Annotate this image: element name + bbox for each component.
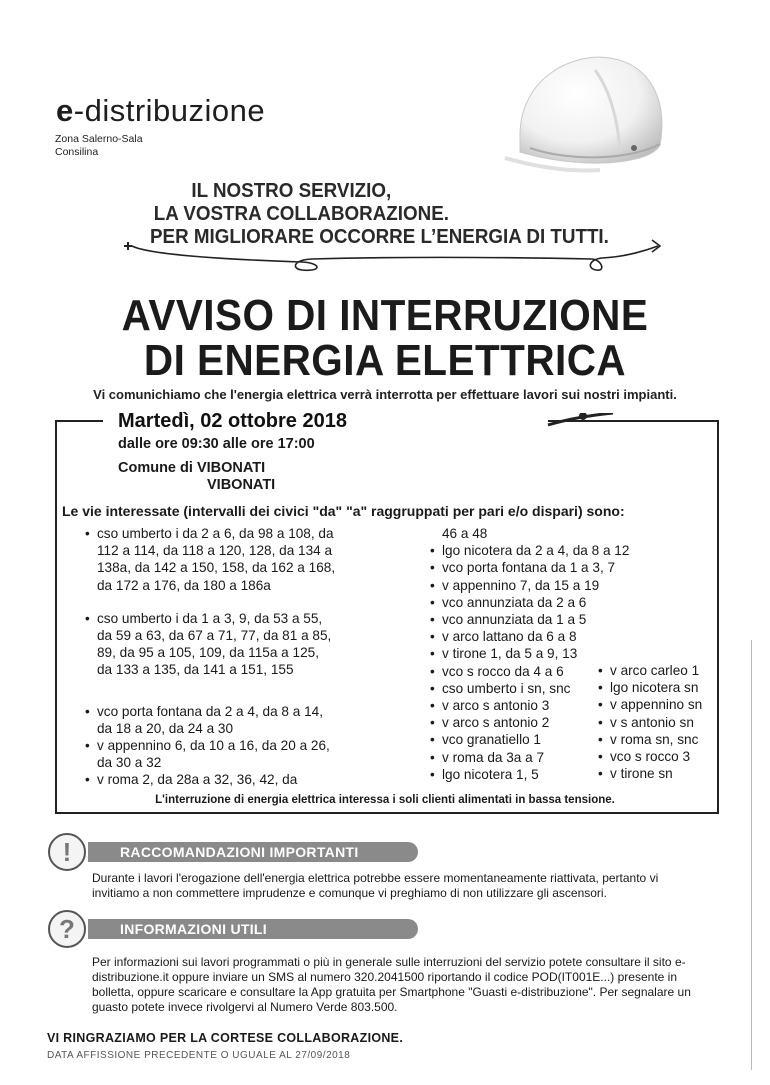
street-line: v appennino 7, da 15 a 19: [442, 577, 600, 593]
street-line: lgo nicotera 1, 5: [442, 766, 539, 782]
street-entry: [598, 731, 718, 748]
bullet: •: [430, 715, 435, 731]
street-line: lgo nicotera da 2 a 4, da 8 a 12: [442, 543, 630, 559]
comune-name-2: VIBONATI: [207, 477, 276, 493]
bullet: •: [598, 680, 603, 696]
bullet: •: [598, 663, 603, 678]
bullet: •: [85, 738, 90, 754]
street-line: v arco carleo 1: [610, 663, 700, 678]
bullet: •: [430, 560, 435, 576]
street-line: v appennino sn: [610, 697, 703, 713]
posting-date: DATA AFFISSIONE PRECEDENTE O UGUALE AL 27/09/2018: [47, 1050, 351, 1061]
street-entry: [430, 594, 630, 611]
street-entry: [430, 628, 630, 645]
street-line: da 30 a 32: [97, 755, 162, 771]
title-line-2: DI ENERGIA ELETTRICA: [143, 336, 627, 385]
info-text: Per informazioni sui lavori programmati o più in generale sulle interruzioni del servizio potete consultare il sito e-distribuzione.it oppure inviare un SMS al numero 320.2041500 riportando il codice POD(IT001E...) presente in bolletta, oppure scaricare e consultare la App gratuita per Smartphone "Guasti e-distribuzione". Per segnalare un guasto potete invece rivolgervi al Numero Verde 803.500.: [92, 955, 691, 1014]
bullet: •: [430, 680, 435, 696]
zone-line-2: Consilina: [55, 146, 99, 158]
street-entry: [598, 714, 718, 731]
bullet: •: [430, 732, 435, 748]
street-line: 89, da 95 a 105, 109, da 115a a 125,: [97, 645, 319, 661]
bullet: •: [598, 714, 603, 730]
exclamation-icon: !: [48, 833, 86, 871]
street-line: 112 a 114, da 118 a 120, 128, da 134 a: [97, 543, 333, 559]
street-line: v tirone sn: [610, 766, 673, 782]
logo-e-mark: e: [56, 93, 74, 128]
street-entry: [430, 559, 630, 576]
street-line: 46 a 48: [442, 526, 488, 541]
street-line: v arco s antonio 2: [442, 715, 550, 731]
street-entry: [85, 737, 385, 771]
scan-edge-line: [751, 640, 752, 1070]
bullet: •: [430, 594, 435, 610]
bullet: •: [598, 731, 603, 747]
street-entry: [430, 577, 630, 594]
streets-column-3: [598, 662, 718, 782]
safety-helmet-illustration: [500, 40, 680, 180]
bullet: •: [430, 646, 435, 662]
street-line: 138a, da 142 a 150, 158, da 162 a 168,: [97, 560, 336, 576]
low-voltage-note: L'interruzione di energia elettrica interessa i soli clienti alimentati in bassa tensione.: [155, 794, 615, 806]
street-entry: [598, 696, 718, 713]
bullet: •: [430, 766, 435, 782]
bullet: •: [430, 612, 435, 628]
company-logo: [56, 93, 265, 129]
street-line: v roma sn, snc: [610, 731, 699, 747]
bullet: •: [85, 772, 90, 788]
bullet: •: [430, 543, 435, 559]
interruption-date: Martedì, 02 ottobre 2018: [112, 410, 353, 433]
logo-wordmark: -distribuzione: [73, 93, 266, 128]
recommendations-title: RACCOMANDAZIONI IMPORTANTI: [120, 844, 359, 860]
street-line: lgo nicotera sn: [610, 680, 699, 696]
bullet: •: [85, 610, 90, 626]
slogan-line-1: IL NOSTRO SERVIZIO,: [191, 180, 392, 202]
street-line: vco annunziata da 2 a 6: [442, 594, 587, 610]
thanks-line: VI RINGRAZIAMO PER LA CORTESE COLLABORAZIONE.: [47, 1031, 404, 1045]
intro-text: Vi comunichiamo che l'energia elettrica verrà interrotta per effettuare lavori sui nostri impianti.: [93, 387, 677, 402]
street-line: vco porta fontana da 1 a 3, 7: [442, 560, 616, 576]
bullet: •: [430, 629, 435, 645]
street-entry: [598, 765, 718, 782]
street-entry: [85, 525, 385, 594]
bullet: •: [598, 697, 603, 713]
street-entry: [598, 679, 718, 696]
street-line: da 172 a 176, da 180 a 186a: [97, 577, 271, 593]
street-line: da 133 a 135, da 141 a 151, 155: [97, 662, 294, 678]
street-entry: [598, 748, 718, 765]
street-line: da 18 a 20, da 24 a 30: [97, 720, 234, 736]
info-title: INFORMAZIONI UTILI: [120, 921, 267, 937]
streets-header: Le vie interessate (intervalli dei civici "da" "a" raggruppati per pari e/o dispari) sono:: [62, 503, 625, 519]
comune-label: Comune di: [118, 460, 193, 476]
street-line: v arco s antonio 3: [442, 698, 550, 714]
recommendations-banner: [48, 833, 420, 871]
street-line: v tirone 1, da 5 a 9, 13: [442, 646, 578, 662]
street-line: vco annunziata da 1 a 5: [442, 612, 587, 628]
street-line: vco s rocco 3: [610, 749, 691, 765]
street-line: v arco lattano da 6 a 8: [442, 629, 577, 645]
street-entry: [430, 645, 630, 662]
bullet: •: [85, 526, 90, 541]
bullet: •: [430, 698, 435, 714]
bullet: •: [430, 749, 435, 765]
streets-column-1: [85, 525, 385, 789]
info-banner: [48, 910, 420, 948]
street-entry: [430, 611, 630, 628]
street-line: v appennino 6, da 10 a 16, da 20 a 26,: [97, 738, 330, 754]
slogan-line-3: PER MIGLIORARE OCCORRE L’ENERGIA DI TUTTI.: [150, 226, 609, 248]
bullet: •: [430, 663, 435, 679]
zone-label: [55, 133, 175, 159]
street-line: cso umberto i da 2 a 6, da 98 a 108, da: [97, 526, 334, 541]
street-line: vco granatiello 1: [442, 732, 541, 748]
street-entry: [85, 610, 385, 679]
bullet: •: [430, 577, 435, 593]
recommendations-text: Durante i lavori l'erogazione dell'energia elettrica potrebbe essere momentaneamente riattivata, pertanto vi invitiamo a non commettere imprudenze e comunque vi preghiamo di non utilizzare gli ascensori.: [92, 871, 659, 900]
street-entry: [85, 703, 385, 737]
street-entry: [598, 662, 718, 679]
street-line: cso umberto i da 1 a 3, 9, da 53 a 55,: [97, 610, 323, 626]
title-line-1: AVVISO DI INTERRUZIONE: [121, 291, 649, 340]
bullet: •: [598, 766, 603, 782]
bullet: •: [85, 703, 90, 719]
question-mark-icon: ?: [48, 910, 86, 948]
municipality: [118, 460, 275, 494]
cable-plug-decoration: [122, 232, 662, 277]
bullet: •: [598, 749, 603, 765]
street-line: vco porta fontana da 2 a 4, da 8 a 14,: [97, 703, 323, 719]
interruption-hours: dalle ore 09:30 alle ore 17:00: [118, 436, 315, 452]
comune-name-1: VIBONATI: [196, 460, 266, 476]
notice-title: [31, 293, 739, 383]
street-line: vco s rocco da 4 a 6: [442, 663, 564, 679]
street-entry: [85, 771, 385, 788]
street-entry: [430, 542, 630, 559]
street-line: v roma da 3a a 7: [442, 749, 545, 765]
slogan-line-2: LA VOSTRA COLLABORAZIONE.: [153, 203, 449, 225]
zone-line-1: Zona Salerno-Sala: [55, 133, 143, 145]
street-line: v roma 2, da 28a a 32, 36, 42, da: [97, 772, 298, 788]
street-line: v s antonio sn: [610, 714, 694, 730]
street-line: cso umberto i sn, snc: [442, 680, 571, 696]
street-continuation: [430, 525, 630, 542]
street-line: da 59 a 63, da 67 a 71, 77, da 81 a 85,: [97, 628, 332, 644]
